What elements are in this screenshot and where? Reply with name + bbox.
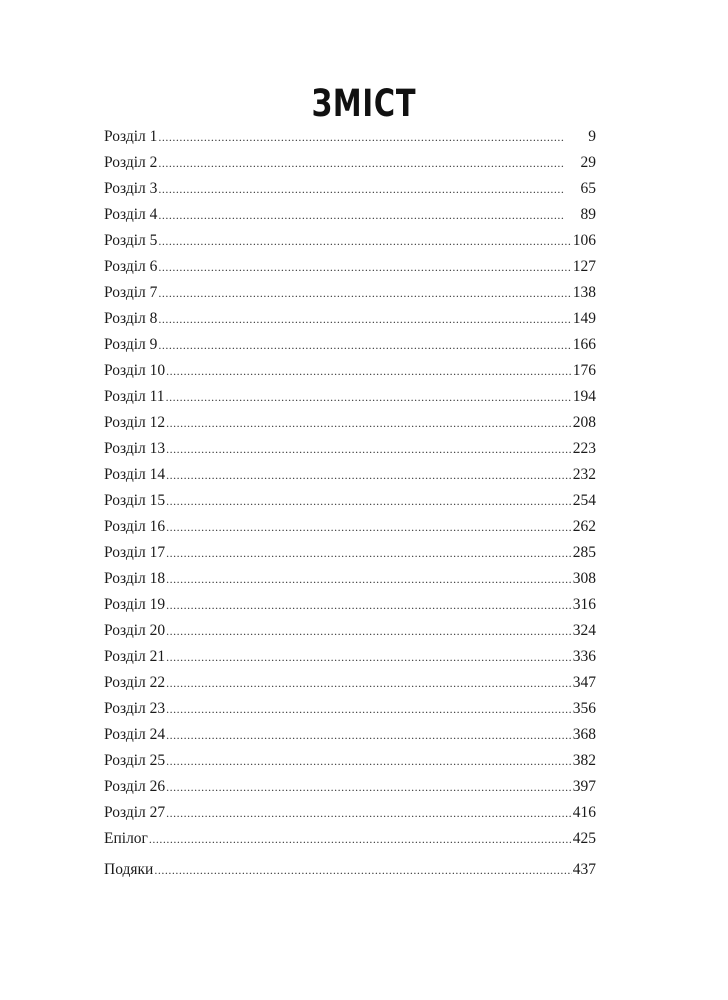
toc-entry-label: Розділ 8 [104, 310, 158, 327]
toc-entry-page-number: 254 [572, 492, 596, 509]
toc-entry-label: Розділ 19 [104, 596, 166, 613]
toc-entry [104, 254, 596, 280]
toc-entry-page-number: 347 [572, 674, 596, 691]
toc-entry-label: Розділ 16 [104, 518, 166, 535]
toc-entry-label: Розділ 21 [104, 648, 166, 665]
toc-entry-page-number: 29 [580, 154, 596, 171]
toc-entry-page-number: 9 [588, 128, 596, 145]
toc-dot-leader [154, 857, 571, 883]
toc-dot-leader [166, 540, 572, 566]
toc-entry [104, 280, 596, 306]
toc-entry-page-number: 437 [572, 861, 596, 878]
toc-entry-page-number: 138 [572, 284, 596, 301]
toc-entry-label: Розділ 25 [104, 752, 166, 769]
toc-dot-leader [158, 202, 565, 228]
toc-entry [104, 462, 596, 488]
toc-dot-leader [166, 800, 572, 826]
toc-entry [104, 722, 596, 748]
toc-dot-leader [166, 566, 572, 592]
toc-entry [104, 228, 596, 254]
toc-dot-leader [158, 150, 565, 176]
toc-entry [104, 202, 596, 228]
toc-entry-label: Розділ 13 [104, 440, 166, 457]
toc-dot-leader [158, 280, 571, 306]
toc-entry-label: Розділ 15 [104, 492, 166, 509]
toc-dot-leader [166, 436, 572, 462]
toc-entry-page-number: 89 [580, 206, 596, 223]
toc-entry-page-number: 356 [572, 700, 596, 717]
toc-entry [104, 514, 596, 540]
toc-dot-leader [166, 618, 572, 644]
toc-entry-label: Розділ 26 [104, 778, 166, 795]
toc-entry [104, 488, 596, 514]
toc-dot-leader [166, 358, 572, 384]
toc-entry-label: Розділ 27 [104, 804, 166, 821]
toc-entry [104, 540, 596, 566]
toc-entry-page-number: 208 [572, 414, 596, 431]
toc-entry [104, 384, 596, 410]
toc-entry-label: Розділ 18 [104, 570, 166, 587]
toc-entry-page-number: 397 [572, 778, 596, 795]
toc-dot-leader [158, 124, 565, 150]
toc-entry [104, 774, 596, 800]
toc-entry [104, 358, 596, 384]
toc-dot-leader [166, 592, 572, 618]
toc-dot-leader [158, 332, 571, 358]
toc-entry [104, 826, 596, 852]
toc-dot-leader [166, 748, 572, 774]
toc-dot-leader [166, 462, 572, 488]
toc-entry-page-number: 416 [572, 804, 596, 821]
toc-entry [104, 644, 596, 670]
toc-entry-page-number: 176 [572, 362, 596, 379]
toc-dot-leader [166, 722, 572, 748]
toc-entry [104, 618, 596, 644]
toc-dot-leader [166, 384, 572, 410]
toc-dot-leader [166, 514, 572, 540]
toc-dot-leader [166, 488, 572, 514]
toc-dot-leader [166, 410, 572, 436]
toc-entry-label: Розділ 10 [104, 362, 166, 379]
toc-entry-page-number: 285 [572, 544, 596, 561]
toc-dot-leader [166, 696, 572, 722]
toc-entry-page-number: 194 [572, 388, 596, 405]
toc-dot-leader [166, 670, 572, 696]
toc-entry-page-number: 65 [580, 180, 596, 197]
toc-entry [104, 306, 596, 332]
toc-entry-label: Розділ 9 [104, 336, 158, 353]
toc-entry-page-number: 425 [572, 830, 596, 847]
toc-dot-leader [158, 254, 571, 280]
table-of-contents [104, 124, 596, 883]
toc-dot-leader [158, 306, 571, 332]
toc-dot-leader [149, 826, 572, 852]
toc-entry-page-number: 308 [572, 570, 596, 587]
toc-entry [104, 857, 596, 883]
toc-entry [104, 566, 596, 592]
toc-entry-label: Розділ 22 [104, 674, 166, 691]
toc-entry-page-number: 382 [572, 752, 596, 769]
toc-entry-page-number: 368 [572, 726, 596, 743]
toc-entry [104, 150, 596, 176]
toc-entry [104, 800, 596, 826]
toc-entry [104, 176, 596, 202]
toc-entry [104, 748, 596, 774]
toc-entry-label: Розділ 6 [104, 258, 158, 275]
toc-entry-page-number: 127 [572, 258, 596, 275]
toc-entry-label: Розділ 12 [104, 414, 166, 431]
toc-dot-leader [166, 774, 572, 800]
toc-entry-page-number: 166 [572, 336, 596, 353]
toc-entry-label: Розділ 7 [104, 284, 158, 301]
toc-entry-label: Розділ 4 [104, 206, 158, 223]
toc-entry-page-number: 324 [572, 622, 596, 639]
toc-entry-label: Розділ 11 [104, 388, 165, 405]
toc-entry-label: Розділ 3 [104, 180, 158, 197]
toc-entry-page-number: 223 [572, 440, 596, 457]
toc-entry-label: Розділ 2 [104, 154, 158, 171]
toc-entry-label: Розділ 14 [104, 466, 166, 483]
toc-dot-leader [166, 644, 572, 670]
toc-entry [104, 670, 596, 696]
toc-entry-page-number: 106 [572, 232, 596, 249]
toc-entry [104, 332, 596, 358]
toc-entry-label: Подяки [104, 861, 154, 878]
toc-dot-leader [158, 176, 565, 202]
page-title: ЗМІСТ [311, 82, 417, 125]
toc-entry-label: Розділ 24 [104, 726, 166, 743]
toc-entry-label: Розділ 20 [104, 622, 166, 639]
toc-entry-label: Розділ 5 [104, 232, 158, 249]
toc-entry [104, 124, 596, 150]
toc-entry-label: Епілог [104, 830, 148, 847]
toc-entry-page-number: 232 [572, 466, 596, 483]
toc-entry-page-number: 262 [572, 518, 596, 535]
toc-entry-page-number: 149 [572, 310, 596, 327]
toc-entry [104, 436, 596, 462]
toc-entry-label: Розділ 1 [104, 128, 158, 145]
toc-entry-page-number: 316 [572, 596, 596, 613]
toc-entry [104, 410, 596, 436]
toc-entry [104, 592, 596, 618]
toc-entry [104, 696, 596, 722]
toc-entry-label: Розділ 17 [104, 544, 166, 561]
toc-dot-leader [158, 228, 571, 254]
toc-entry-label: Розділ 23 [104, 700, 166, 717]
toc-entry-page-number: 336 [572, 648, 596, 665]
